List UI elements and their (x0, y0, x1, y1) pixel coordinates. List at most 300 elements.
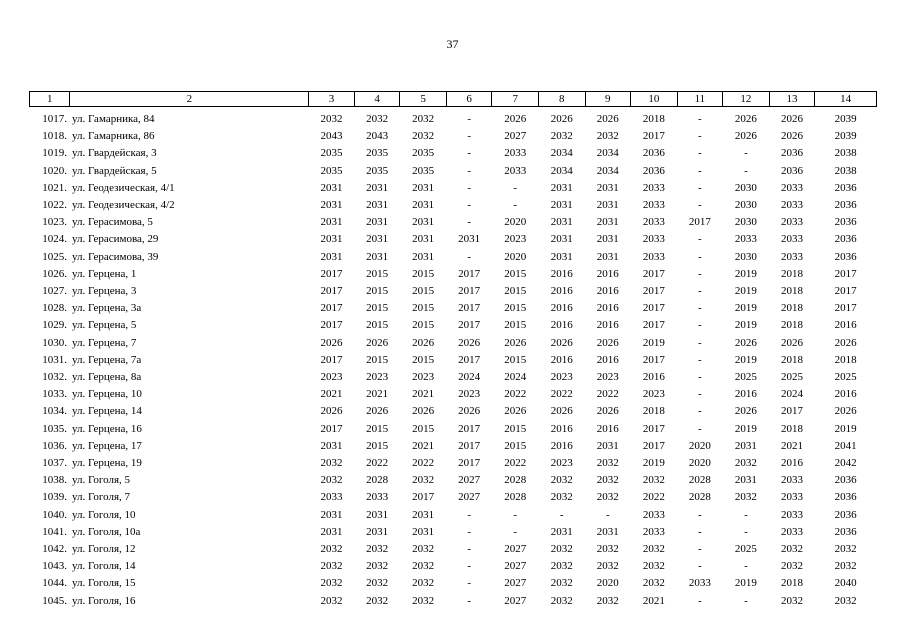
year-cell: 2015 (412, 285, 435, 298)
year-cell: 2017 (688, 216, 711, 229)
year-cell: 2026 (412, 336, 435, 349)
year-cell: 2026 (734, 130, 757, 143)
address-cell: ул. Герцена, 1 (71, 267, 137, 280)
year-cell: 2031 (366, 216, 389, 229)
year-cell: 2032 (596, 543, 619, 556)
year-cell: 2031 (550, 525, 573, 538)
year-cell: 2016 (642, 371, 665, 384)
column-header-13: 13 (769, 92, 815, 107)
year-cell: 2017 (642, 353, 665, 366)
row-number: 1043. (42, 560, 67, 573)
year-cell: 2026 (734, 336, 757, 349)
year-cell: 2018 (780, 285, 803, 298)
year-cell: 2032 (834, 594, 857, 607)
year-cell: 2036 (780, 147, 803, 160)
year-cell: - (698, 336, 702, 349)
column-header-2: 2 (70, 92, 309, 107)
year-cell: 2015 (366, 353, 389, 366)
row-number: 1018. (42, 130, 67, 143)
column-header-14: 14 (815, 92, 877, 107)
year-cell: - (744, 560, 748, 573)
year-cell: 2027 (458, 491, 481, 504)
year-cell: 2027 (504, 543, 527, 556)
year-cell: 2032 (320, 113, 343, 125)
year-cell: 2017 (320, 285, 343, 298)
year-cell: - (698, 422, 702, 435)
address-cell: ул. Герцена, 10 (71, 388, 142, 401)
year-cell: 2031 (412, 233, 435, 246)
year-cell: - (467, 560, 471, 573)
table-row (30, 369, 877, 386)
year-cell: 2031 (366, 508, 389, 521)
year-cell: 2022 (550, 388, 573, 401)
year-cell: 2026 (596, 113, 619, 125)
year-cell: 2032 (596, 474, 619, 487)
year-cell: - (744, 525, 748, 538)
year-cell: 2031 (320, 216, 343, 229)
year-cell: 2027 (458, 474, 481, 487)
year-cell: 2031 (412, 525, 435, 538)
year-cell: 2026 (366, 405, 389, 418)
year-cell: 2036 (780, 164, 803, 177)
address-cell: ул. Гоголя, 15 (71, 577, 136, 590)
table-row (30, 593, 877, 610)
year-cell: 2028 (688, 491, 711, 504)
year-cell: 2016 (550, 285, 573, 298)
table-row (30, 524, 877, 541)
table-row (30, 317, 877, 334)
year-cell: 2015 (366, 319, 389, 332)
year-cell: - (698, 319, 702, 332)
year-cell: 2033 (642, 216, 665, 229)
year-cell: 2030 (734, 250, 757, 263)
year-cell: 2033 (780, 233, 803, 246)
year-cell: 2021 (412, 388, 435, 401)
table-row (30, 472, 877, 489)
year-cell: - (513, 525, 518, 538)
table-row (30, 558, 877, 575)
year-cell: 2027 (504, 577, 527, 590)
address-cell: ул. Геодезическая, 4/2 (71, 199, 175, 212)
year-cell: 2028 (504, 474, 527, 487)
year-cell: 2017 (834, 267, 857, 280)
year-cell: 2033 (780, 199, 803, 212)
year-cell: 2041 (834, 439, 857, 452)
address-cell: ул. Гоголя, 7 (71, 491, 131, 504)
year-cell: 2026 (412, 405, 435, 418)
year-cell: 2032 (642, 474, 665, 487)
address-cell: ул. Герцена, 19 (71, 457, 142, 470)
year-cell: 2017 (642, 285, 665, 298)
row-number: 1025. (42, 250, 67, 263)
year-cell: - (698, 233, 702, 246)
address-cell: ул. Герцена, 16 (71, 422, 142, 435)
year-cell: 2022 (412, 457, 435, 470)
year-cell: - (698, 130, 702, 143)
year-cell: - (467, 508, 471, 521)
year-cell: 2031 (596, 199, 619, 212)
year-cell: 2016 (550, 267, 573, 280)
address-cell: ул. Герцена, 8а (71, 371, 142, 384)
year-cell: 2032 (320, 543, 343, 556)
year-cell: 2033 (642, 181, 665, 194)
table-row (30, 335, 877, 352)
year-cell: 2031 (550, 250, 573, 263)
year-cell: 2026 (366, 336, 389, 349)
year-cell: 2030 (734, 216, 757, 229)
year-cell: 2024 (780, 388, 803, 401)
year-cell: 2016 (780, 457, 803, 470)
year-cell: 2031 (596, 181, 619, 194)
year-cell: 2017 (458, 285, 481, 298)
address-cell: ул. Гоголя, 10 (71, 508, 136, 521)
year-cell: 2026 (550, 405, 573, 418)
year-cell: 2019 (734, 353, 757, 366)
year-cell: 2031 (596, 216, 619, 229)
year-cell: 2031 (550, 216, 573, 229)
year-cell: 2033 (504, 147, 527, 160)
table-row (30, 300, 877, 317)
year-cell: 2018 (834, 353, 857, 366)
year-cell: 2017 (642, 439, 665, 452)
year-cell: 2031 (550, 199, 573, 212)
year-cell: 2020 (596, 577, 619, 590)
year-cell: 2032 (834, 543, 857, 556)
year-cell: 2015 (504, 319, 527, 332)
year-cell: 2036 (834, 525, 857, 538)
year-cell: - (467, 164, 471, 177)
year-cell: 2031 (320, 508, 343, 521)
year-cell: 2032 (320, 594, 343, 607)
year-cell: 2026 (734, 405, 757, 418)
year-cell: 2019 (642, 457, 665, 470)
address-cell: ул. Герасимова, 29 (71, 233, 159, 246)
year-cell: 2032 (780, 594, 803, 607)
year-cell: - (467, 577, 471, 590)
address-cell: ул. Гоголя, 16 (71, 594, 136, 607)
year-cell: 2031 (458, 233, 481, 246)
year-cell: 2016 (550, 439, 573, 452)
year-cell: 2017 (412, 491, 435, 504)
header-row (30, 92, 877, 107)
row-number: 1033. (42, 388, 67, 401)
year-cell: 2027 (504, 560, 527, 573)
year-cell: - (698, 181, 702, 194)
year-cell: - (467, 594, 471, 607)
year-cell: 2032 (366, 594, 389, 607)
column-header-11: 11 (677, 92, 723, 107)
year-cell: 2017 (320, 353, 343, 366)
table-row (30, 197, 877, 214)
year-cell: 2016 (596, 319, 619, 332)
address-cell: ул. Гоголя, 5 (71, 474, 131, 487)
year-cell: 2043 (320, 130, 343, 143)
address-cell: ул. Герасимова, 5 (71, 216, 153, 229)
year-cell: 2028 (688, 474, 711, 487)
year-cell: 2035 (366, 147, 389, 160)
year-cell: - (698, 594, 702, 607)
year-cell: 2021 (366, 388, 389, 401)
table-header (30, 92, 877, 107)
year-cell: - (698, 543, 702, 556)
address-cell: ул. Герцена, 14 (71, 405, 142, 418)
row-number: 1022. (42, 199, 67, 212)
year-cell: - (605, 508, 610, 521)
year-cell: 2015 (366, 267, 389, 280)
column-header-1: 1 (30, 92, 70, 107)
year-cell: 2034 (596, 147, 619, 160)
year-cell: 2023 (550, 457, 573, 470)
row-number: 1044. (42, 577, 67, 590)
year-cell: 2043 (366, 130, 389, 143)
year-cell: 2032 (642, 560, 665, 573)
year-cell: 2017 (458, 439, 481, 452)
year-cell: 2040 (834, 577, 857, 590)
year-cell: 2032 (366, 113, 389, 125)
year-cell: 2036 (834, 474, 857, 487)
year-cell: 2015 (366, 302, 389, 315)
year-cell: 2031 (320, 250, 343, 263)
year-cell: 2031 (596, 250, 619, 263)
table-row (30, 180, 877, 197)
year-cell: - (744, 147, 748, 160)
year-cell: 2032 (412, 594, 435, 607)
year-cell: - (698, 302, 702, 315)
year-cell: 2033 (688, 577, 711, 590)
year-cell: - (467, 181, 471, 194)
row-number: 1024. (42, 233, 67, 246)
year-cell: 2026 (550, 336, 573, 349)
year-cell: 2034 (550, 164, 573, 177)
year-cell: 2033 (642, 525, 665, 538)
year-cell: 2032 (412, 543, 435, 556)
year-cell: - (698, 199, 702, 212)
table-row (30, 455, 877, 472)
year-cell: 2026 (734, 113, 757, 125)
year-cell: 2017 (642, 302, 665, 315)
year-cell: 2016 (834, 319, 857, 332)
year-cell: 2032 (734, 457, 757, 470)
year-cell: - (467, 113, 471, 125)
year-cell: - (698, 371, 702, 384)
year-cell: 2015 (366, 439, 389, 452)
address-cell: ул. Гоголя, 14 (71, 560, 136, 573)
year-cell: - (744, 508, 748, 521)
year-cell: 2026 (504, 405, 527, 418)
column-header-3: 3 (309, 92, 355, 107)
year-cell: 2026 (550, 113, 573, 125)
year-cell: 2032 (596, 560, 619, 573)
year-cell: 2021 (412, 439, 435, 452)
year-cell: 2019 (834, 422, 857, 435)
year-cell: 2017 (320, 302, 343, 315)
year-cell: 2032 (780, 543, 803, 556)
year-cell: 2023 (642, 388, 665, 401)
year-cell: 2032 (412, 560, 435, 573)
year-cell: - (467, 199, 471, 212)
year-cell: 2016 (550, 319, 573, 332)
year-cell: 2031 (320, 439, 343, 452)
year-cell: 2018 (780, 422, 803, 435)
year-cell: 2032 (366, 560, 389, 573)
year-cell: 2033 (780, 250, 803, 263)
year-cell: 2032 (834, 560, 857, 573)
year-cell: 2030 (734, 199, 757, 212)
year-cell: 2017 (320, 267, 343, 280)
year-cell: 2017 (780, 405, 803, 418)
row-number: 1037. (42, 457, 67, 470)
year-cell: 2015 (504, 302, 527, 315)
year-cell: 2016 (596, 285, 619, 298)
year-cell: 2035 (320, 147, 343, 160)
year-cell: 2015 (504, 422, 527, 435)
year-cell: - (698, 388, 702, 401)
year-cell: 2017 (642, 130, 665, 143)
row-number: 1041. (42, 525, 67, 538)
year-cell: 2015 (504, 285, 527, 298)
year-cell: 2015 (412, 319, 435, 332)
year-cell: 2017 (458, 302, 481, 315)
row-number: 1034. (42, 405, 67, 418)
year-cell: - (467, 147, 471, 160)
year-cell: 2018 (780, 302, 803, 315)
year-cell: 2015 (504, 353, 527, 366)
year-cell: 2035 (320, 164, 343, 177)
year-cell: 2020 (688, 457, 711, 470)
year-cell: 2036 (642, 164, 665, 177)
year-cell: - (698, 353, 702, 366)
year-cell: 2031 (366, 525, 389, 538)
year-cell: 2034 (596, 164, 619, 177)
column-header-9: 9 (585, 92, 631, 107)
year-cell: 2032 (412, 113, 435, 125)
year-cell: 2026 (320, 405, 343, 418)
table-row (30, 107, 877, 129)
year-cell: 2026 (596, 336, 619, 349)
year-cell: 2015 (412, 353, 435, 366)
year-cell: 2017 (834, 302, 857, 315)
year-cell: 2032 (780, 560, 803, 573)
address-cell: ул. Герцена, 7 (71, 336, 137, 349)
address-cell: ул. Гоголя, 10а (71, 525, 141, 538)
column-header-5: 5 (400, 92, 447, 107)
year-cell: 2032 (550, 594, 573, 607)
year-cell: 2025 (780, 371, 803, 384)
year-cell: 2026 (458, 405, 481, 418)
year-cell: 2019 (734, 422, 757, 435)
row-number: 1019. (42, 147, 67, 160)
year-cell: 2025 (834, 371, 857, 384)
year-cell: 2036 (834, 199, 857, 212)
year-cell: 2017 (834, 285, 857, 298)
year-cell: 2028 (366, 474, 389, 487)
data-table (29, 91, 877, 610)
row-number: 1028. (42, 302, 67, 315)
address-cell: ул. Гвардейская, 5 (71, 164, 157, 177)
year-cell: 2031 (412, 250, 435, 263)
year-cell: 2032 (596, 491, 619, 504)
table-row (30, 266, 877, 283)
year-cell: 2017 (642, 319, 665, 332)
year-cell: 2025 (734, 371, 757, 384)
year-cell: 2020 (688, 439, 711, 452)
year-cell: 2038 (834, 164, 857, 177)
year-cell: 2018 (780, 353, 803, 366)
row-number: 1045. (42, 594, 67, 607)
year-cell: 2017 (458, 353, 481, 366)
year-cell: 2031 (412, 181, 435, 194)
year-cell: 2023 (320, 371, 343, 384)
address-cell: ул. Гоголя, 12 (71, 543, 136, 556)
year-cell: 2024 (504, 371, 527, 384)
year-cell: 2031 (366, 199, 389, 212)
year-cell: 2032 (412, 474, 435, 487)
year-cell: - (513, 181, 518, 194)
year-cell: 2032 (550, 577, 573, 590)
year-cell: 2022 (642, 491, 665, 504)
year-cell: 2035 (412, 164, 435, 177)
year-cell: 2018 (780, 319, 803, 332)
year-cell: 2031 (596, 525, 619, 538)
year-cell: 2016 (596, 422, 619, 435)
year-cell: 2032 (642, 577, 665, 590)
year-cell: - (698, 164, 702, 177)
year-cell: - (698, 525, 702, 538)
year-cell: 2016 (550, 353, 573, 366)
row-number: 1030. (42, 336, 67, 349)
table-row (30, 421, 877, 438)
year-cell: 2023 (596, 371, 619, 384)
table-row (30, 283, 877, 300)
table-row (30, 386, 877, 403)
year-cell: 2019 (642, 336, 665, 349)
year-cell: 2033 (642, 199, 665, 212)
year-cell: 2032 (550, 560, 573, 573)
address-cell: ул. Герасимова, 39 (71, 250, 159, 263)
year-cell: 2016 (550, 422, 573, 435)
table-row (30, 231, 877, 248)
year-cell: 2035 (412, 147, 435, 160)
year-cell: 2032 (550, 474, 573, 487)
year-cell: 2017 (320, 422, 343, 435)
year-cell: 2023 (366, 371, 389, 384)
year-cell: 2015 (504, 267, 527, 280)
year-cell: 2021 (320, 388, 343, 401)
year-cell: 2015 (412, 422, 435, 435)
year-cell: 2026 (504, 113, 527, 125)
year-cell: 2032 (320, 457, 343, 470)
row-number: 1039. (42, 491, 67, 504)
row-number: 1023. (42, 216, 67, 229)
table-row (30, 163, 877, 180)
year-cell: 2032 (734, 491, 757, 504)
year-cell: 2032 (550, 491, 573, 504)
year-cell: 2031 (550, 181, 573, 194)
table-row (30, 145, 877, 162)
year-cell: 2032 (366, 577, 389, 590)
year-cell: 2036 (834, 491, 857, 504)
row-number: 1020. (42, 164, 67, 177)
table-row (30, 128, 877, 145)
column-header-6: 6 (446, 92, 492, 107)
year-cell: 2033 (734, 233, 757, 246)
row-number: 1029. (42, 319, 67, 332)
year-cell: 2039 (834, 130, 857, 143)
year-cell: 2027 (504, 594, 527, 607)
year-cell: 2033 (642, 233, 665, 246)
table-row (30, 438, 877, 455)
year-cell: 2026 (834, 405, 857, 418)
